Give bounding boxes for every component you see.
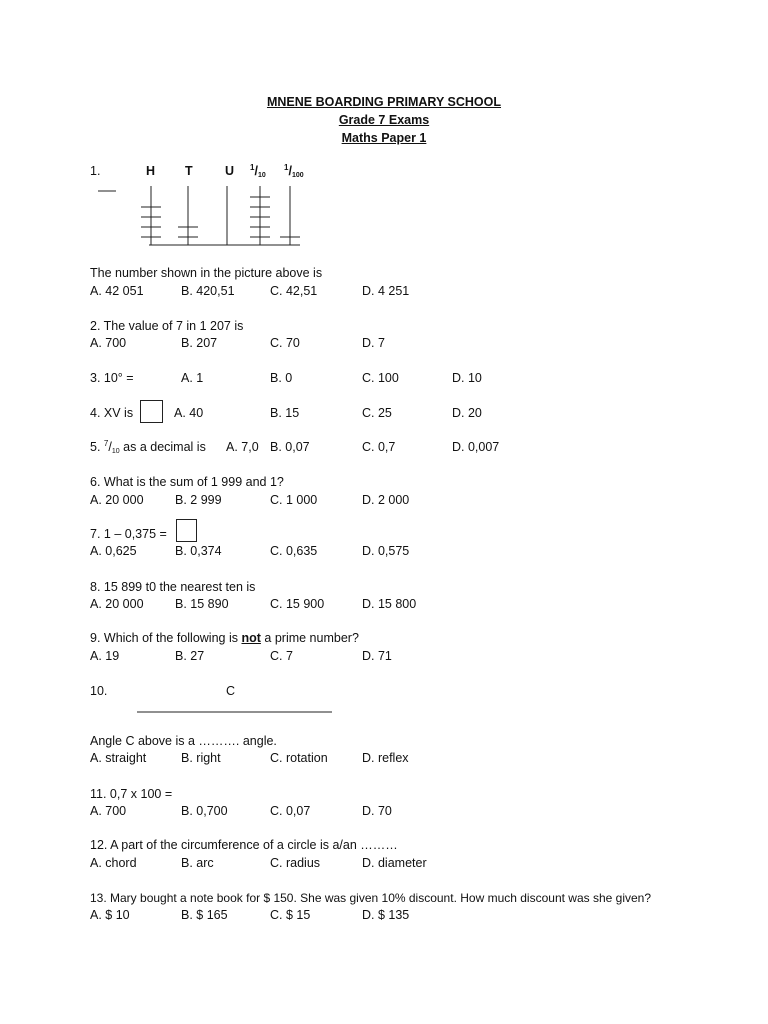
paper-title: Maths Paper 1: [341, 131, 427, 145]
q12-option-d: D. diameter: [362, 856, 427, 870]
q5-option-b: B. 0,07: [270, 440, 310, 454]
q10-question: Angle C above is a ………. angle.: [90, 734, 277, 748]
q7-question: 7. 1 – 0,375 =: [90, 527, 167, 541]
q5-option-a: A. 7,0: [226, 440, 259, 454]
q9-option-b: B. 27: [175, 649, 205, 663]
q2-question: 2. The value of 7 in 1 207 is: [90, 319, 244, 333]
q6-option-c: C. 1 000: [270, 493, 318, 507]
q13-option-c: C. $ 15: [270, 908, 311, 922]
q13-option-d: D. $ 135: [362, 908, 410, 922]
q11-option-c: C. 0,07: [270, 804, 311, 818]
q13-option-b: B. $ 165: [181, 908, 228, 922]
q2-option-a: A. 700: [90, 336, 127, 350]
q9-option-c: C. 7: [270, 649, 293, 663]
q6-question: 6. What is the sum of 1 999 and 1?: [90, 475, 284, 489]
q3-option-d: D. 10: [452, 371, 482, 385]
q11-option-b: B. 0,700: [181, 804, 228, 818]
q11-option-a: A. 700: [90, 804, 127, 818]
q1-option-b: B. 420,51: [181, 284, 235, 298]
q3-option-a: A. 1: [181, 371, 204, 385]
q1-option-c: C. 42,51: [270, 284, 318, 298]
q1-number: 1.: [90, 164, 101, 178]
q10-option-c: C. rotation: [270, 751, 328, 765]
q6-option-d: D. 2 000: [362, 493, 410, 507]
q7-answer-box[interactable]: [176, 519, 197, 542]
q4-option-d: D. 20: [452, 406, 482, 420]
q10-option-d: D. reflex: [362, 751, 409, 765]
q4-answer-box[interactable]: [140, 400, 163, 423]
q6-option-b: B. 2 999: [175, 493, 222, 507]
q1-col-hundreds: H: [146, 164, 156, 178]
q7-option-b: B. 0,374: [175, 544, 222, 558]
angle-label-c: C: [226, 684, 236, 698]
q6-option-a: A. 20 000: [90, 493, 144, 507]
q1-question: The number shown in the picture above is: [90, 266, 323, 280]
angle-line: [135, 706, 335, 716]
q13-option-a: A. $ 10: [90, 908, 130, 922]
q12-option-c: C. radius: [270, 856, 321, 870]
q11-question: 11. 0,7 x 100 =: [90, 787, 173, 801]
q7-option-c: C. 0,635: [270, 544, 318, 558]
q2-option-d: D. 7: [362, 336, 385, 350]
q1-col-tenths: $^1$/10: [250, 163, 266, 179]
q3-question: 3. 10° =: [90, 371, 134, 385]
q1-option-d: D. 4 251: [362, 284, 410, 298]
q1-col-units: U: [225, 164, 235, 178]
q5-option-d: D. 0,007: [452, 440, 500, 454]
q8-option-c: C. 15 900: [270, 597, 325, 611]
q9-option-d: D. 71: [362, 649, 392, 663]
school-title: MNENE BOARDING PRIMARY SCHOOL: [266, 95, 502, 109]
q12-question: 12. A part of the circumference of a circle is a/an ………: [90, 838, 398, 852]
q3-option-b: B. 0: [270, 371, 293, 385]
q10-option-b: B. right: [181, 751, 221, 765]
q4-option-c: C. 25: [362, 406, 392, 420]
abacus-diagram: [90, 180, 320, 252]
q10-number: 10.: [90, 684, 108, 698]
q8-question: 8. 15 899 t0 the nearest ten is: [90, 580, 256, 594]
q8-option-d: D. 15 800: [362, 597, 417, 611]
q9-option-a: A. 19: [90, 649, 120, 663]
q7-option-d: D. 0,575: [362, 544, 410, 558]
q8-option-b: B. 15 890: [175, 597, 229, 611]
q12-option-a: A. chord: [90, 856, 137, 870]
q5-option-c: C. 0,7: [362, 440, 396, 454]
q2-option-b: B. 207: [181, 336, 218, 350]
q1-option-a: A. 42 051: [90, 284, 144, 298]
q13-question: 13. Mary bought a note book for $ 150. She was given 10% discount. How much discount was she given?: [90, 891, 651, 905]
q4-question: 4. XV is: [90, 406, 134, 420]
q3-option-c: C. 100: [362, 371, 399, 385]
q1-col-hundredths: $^1$/100: [284, 163, 304, 179]
exam-title: Grade 7 Exams: [338, 113, 430, 127]
q4-option-b: B. 15: [270, 406, 300, 420]
q8-option-a: A. 20 000: [90, 597, 144, 611]
q4-option-a: A. 40: [174, 406, 204, 420]
q12-option-b: B. arc: [181, 856, 214, 870]
q11-option-d: D. 70: [362, 804, 392, 818]
q5-question: 5. $^7$/10 as a decimal is: [90, 439, 206, 455]
q7-option-a: A. 0,625: [90, 544, 137, 558]
q10-option-a: A. straight: [90, 751, 147, 765]
q1-col-tens: T: [185, 164, 193, 178]
q9-question: 9. Which of the following is not a prime number?: [90, 631, 359, 645]
q2-option-c: C. 70: [270, 336, 300, 350]
